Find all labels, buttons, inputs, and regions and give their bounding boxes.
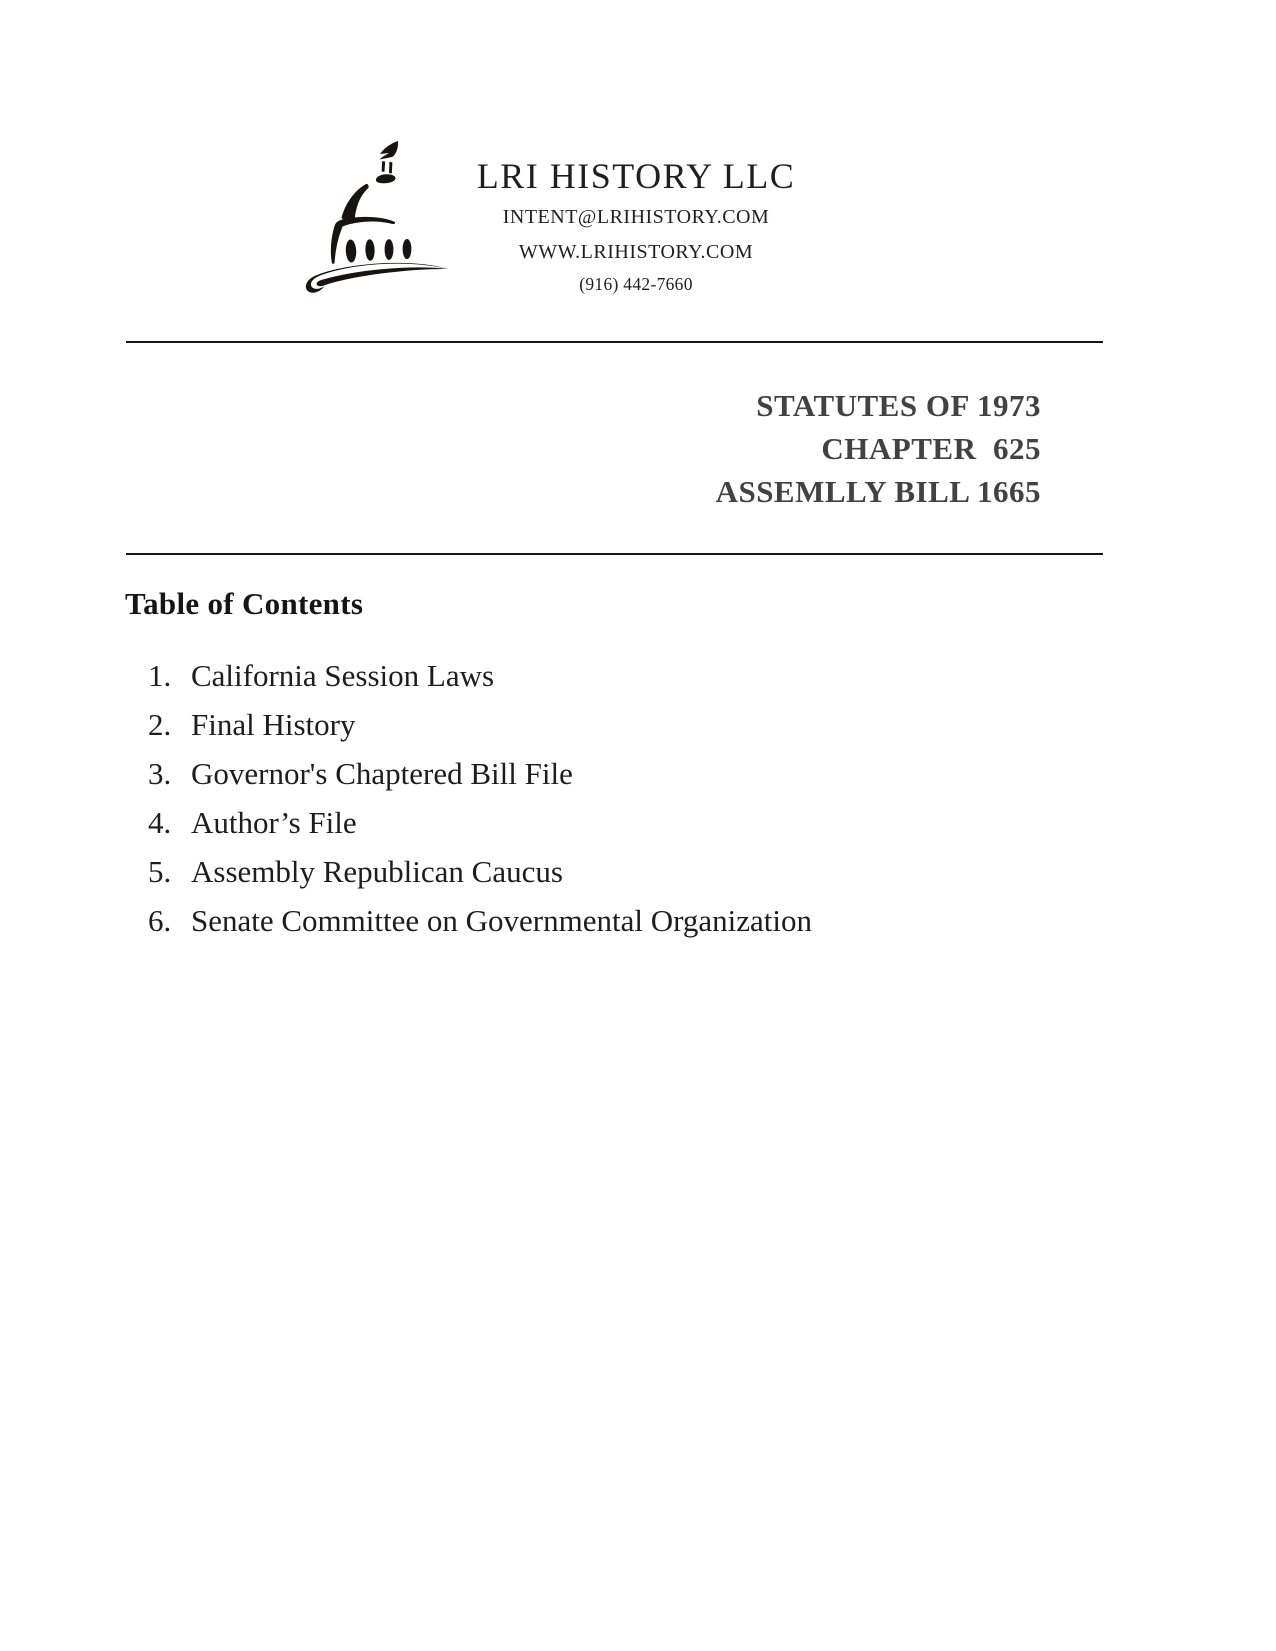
statute-line-bill: ASSEMLLY BILL 1665 — [715, 474, 1041, 509]
toc-item-label: Author’s File — [191, 805, 357, 840]
statute-block — [716, 384, 1041, 513]
toc-item-number: 2. — [148, 707, 172, 742]
toc-item — [148, 896, 1048, 945]
toc-item-number: 4. — [148, 805, 172, 840]
toc-item — [148, 651, 1048, 700]
toc-title: Table of Contents — [125, 586, 364, 621]
company-phone: (916) 442-7660 — [579, 274, 693, 294]
toc-item — [148, 749, 1048, 798]
toc-item-number: 6. — [148, 903, 172, 938]
toc-item-label: Senate Committee on Governmental Organization — [191, 903, 812, 938]
company-email: INTENT@LRIHISTORY.COM — [502, 206, 770, 228]
statute-line-statutes: STATUTES OF 1973 — [756, 388, 1041, 423]
toc-item-label: Assembly Republican Caucus — [191, 854, 563, 889]
statute-line-chapter: CHAPTER 625 — [821, 431, 1041, 466]
toc-item — [148, 700, 1048, 749]
toc-item-label: Final History — [191, 707, 356, 742]
toc-item-number: 3. — [148, 756, 172, 791]
capitol-dome-icon — [298, 128, 460, 296]
company-website: WWW.LRIHISTORY.COM — [518, 241, 754, 263]
divider-top — [126, 341, 1103, 343]
toc-item — [148, 798, 1048, 847]
toc-item-label: Governor's Chaptered Bill File — [191, 756, 573, 791]
toc-item-number: 1. — [148, 658, 172, 693]
toc-item-number: 5. — [148, 854, 172, 889]
toc-list — [148, 651, 1048, 945]
toc-item-label: California Session Laws — [191, 658, 495, 693]
toc-item — [148, 847, 1048, 896]
divider-bottom — [126, 553, 1103, 555]
company-name: LRI HISTORY LLC — [476, 156, 796, 196]
